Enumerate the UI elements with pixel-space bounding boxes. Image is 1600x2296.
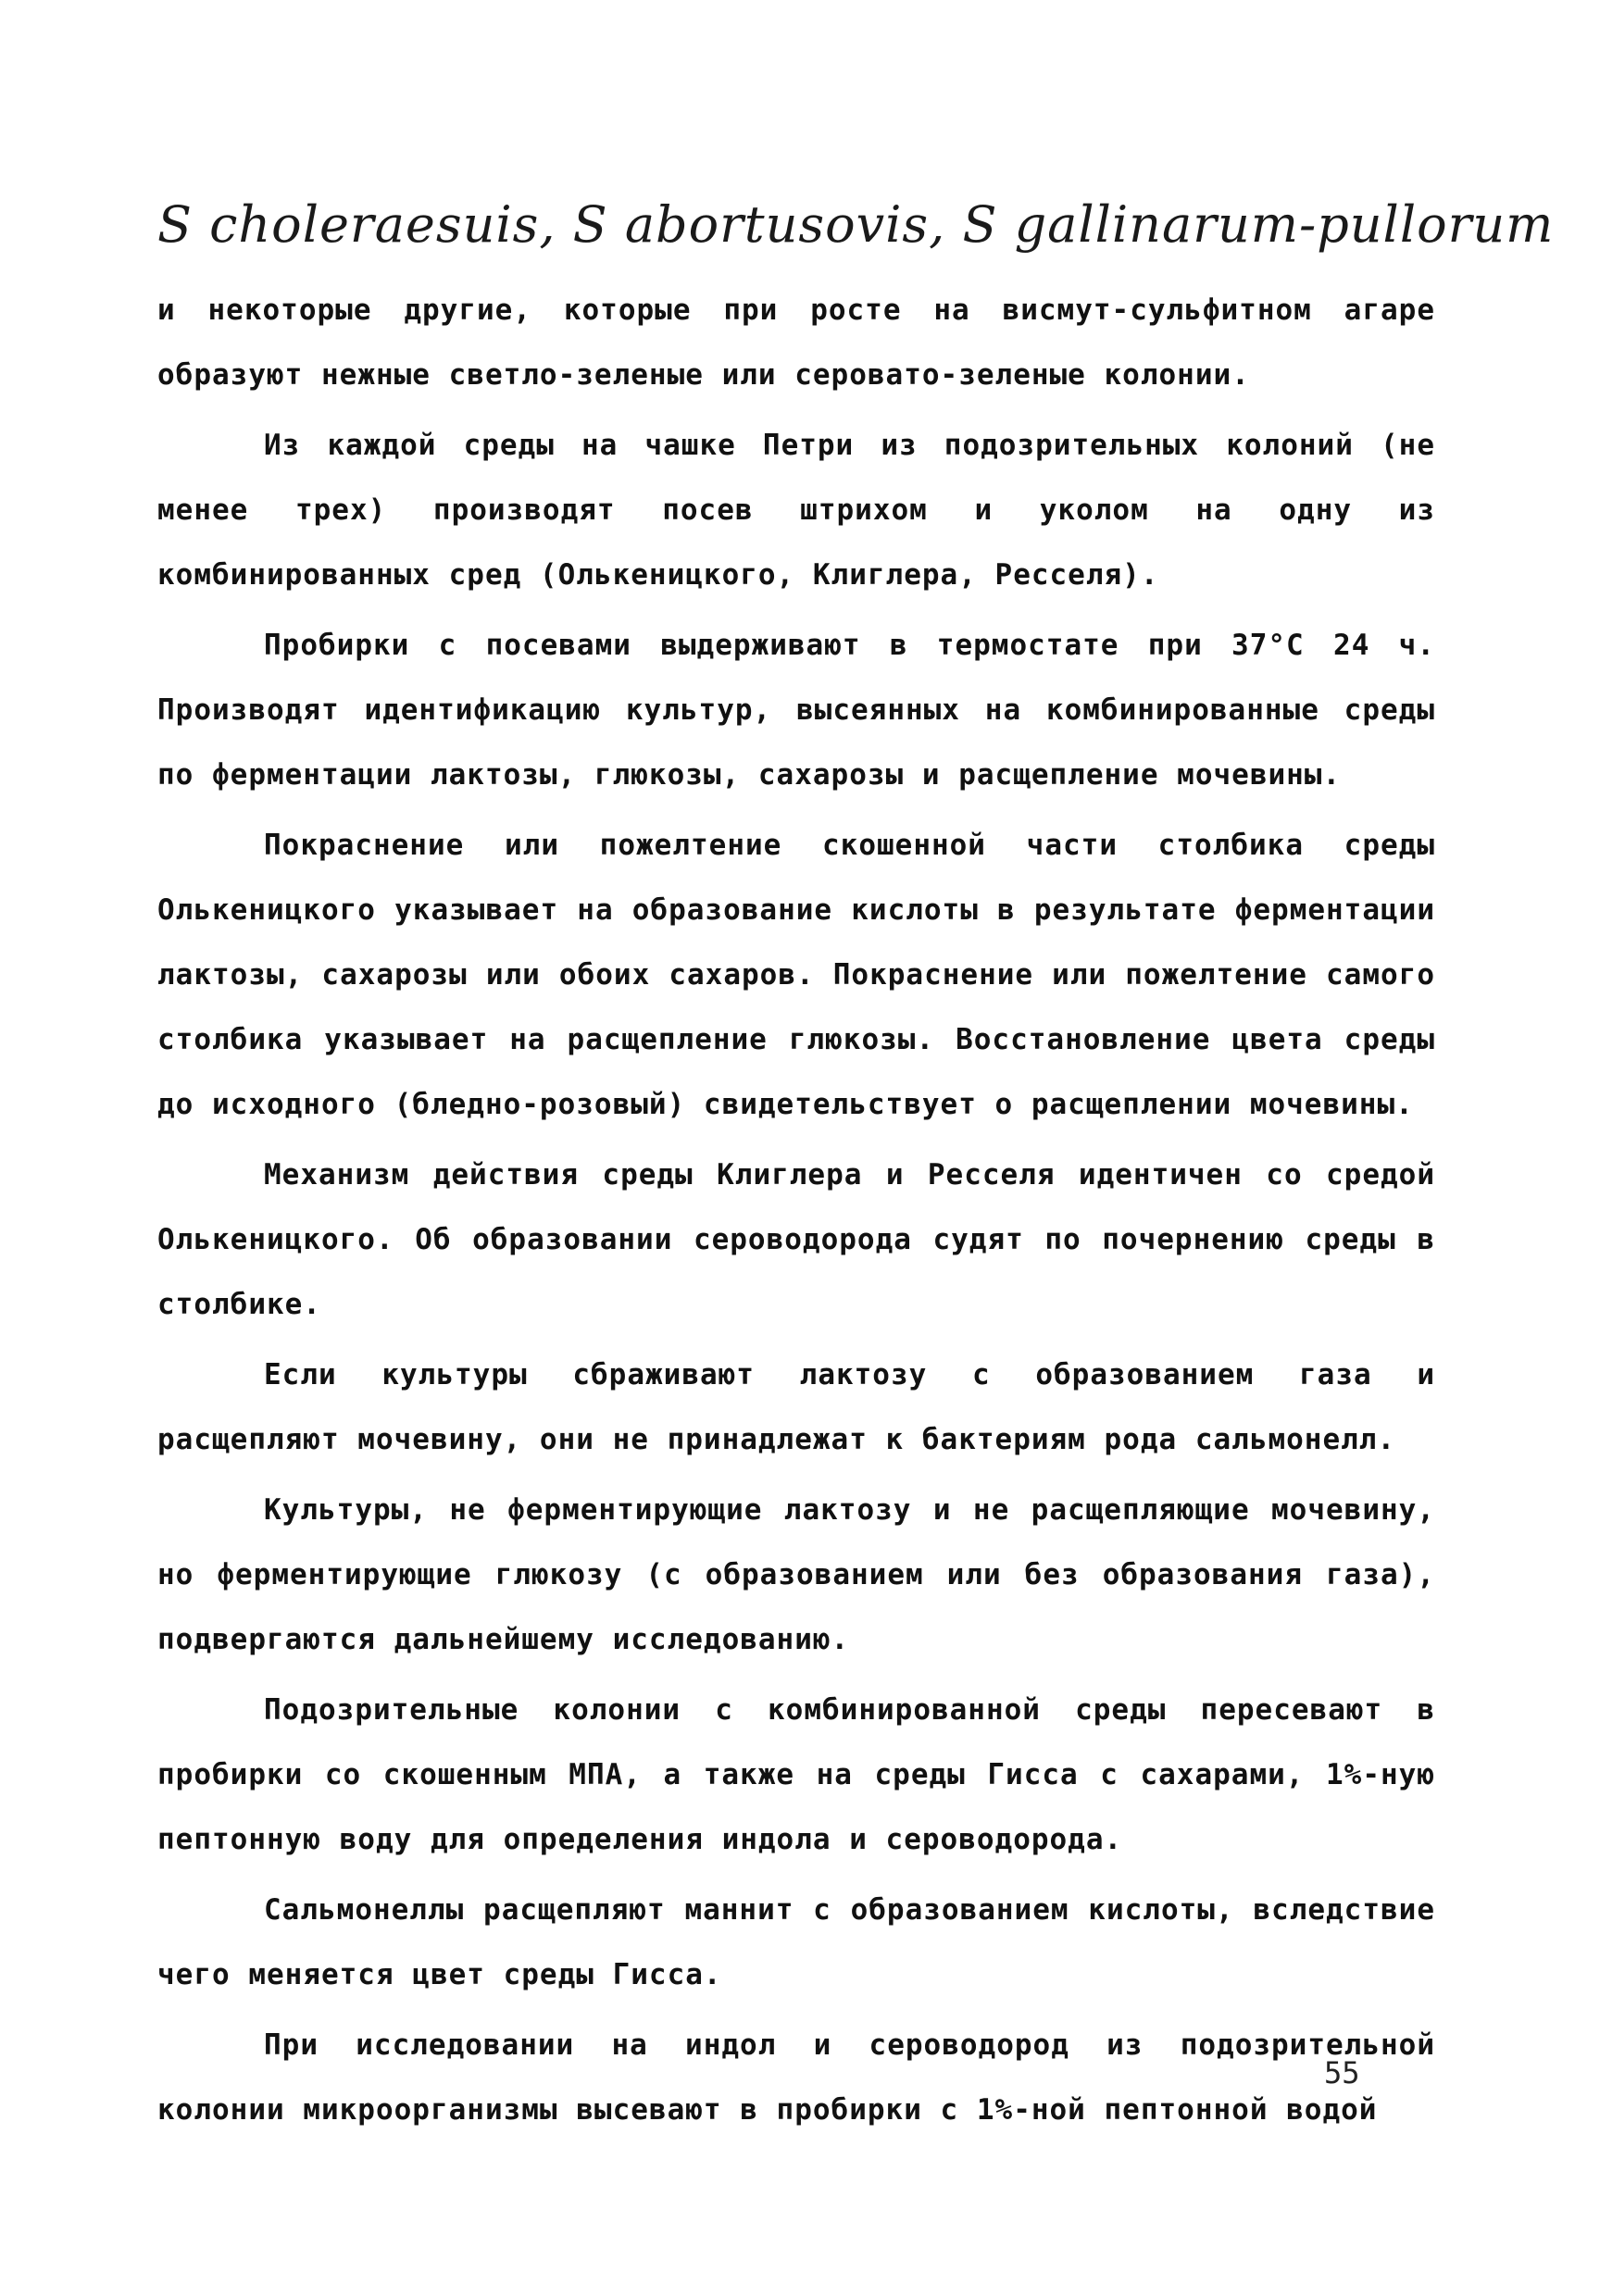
paragraph: Из каждой среды на чашке Петри из подозрительных колоний (не менее трех) производят посев штрихом и уколом на одну из комбинированных сред (Олькеницкого, Клиглера, Ресселя). (157, 429, 1435, 592)
page-number: 55 (1324, 2055, 1360, 2090)
paragraph: Сальмонеллы расщепляют маннит с образованием кислоты, вследствие чего меняется цвет среды Гисса. (157, 1893, 1435, 1991)
body-text (157, 278, 1435, 2148)
paragraph: Если культуры сбраживают лактозу с образованием газа и расщепляют мочевину, они не принадлежат к бактериям рода сальмонелл. (157, 1358, 1435, 1456)
paragraph: Подозрительные колонии с комбинированной среды пересевают в пробирки со скошенным МПА, а также на среды Гисса с сахарами, 1%-ную пептонную воду для определения индола и сероводорода. (157, 1693, 1435, 1856)
paragraph: Покраснение или пожелтение скошенной части столбика среды Олькеницкого указывает на образование кислоты в результате ферментации лактозы, сахарозы или обоих сахаров. Покраснение или пожелтение самого столбика указывает на расщепление глюкозы. Восстановление цвета среды до исходного (бледно-розовый) свидетельствует о расщеплении мочевины. (157, 829, 1435, 1121)
handwritten-species-line: S choleraesuis, S abortusovis, S gallinarum-pullorum (157, 195, 1555, 254)
paragraph: Механизм действия среды Клиглера и Ресселя идентичен со средой Олькеницкого. Об образовании сероводорода судят по почернению среды в столбике. (157, 1158, 1435, 1321)
paragraph: Пробирки с посевами выдерживают в термостате при 37°С 24 ч. Производят идентификацию культур, высеянных на комбинированные среды по ферментации лактозы, глюкозы, сахарозы и расщепление мочевины. (157, 629, 1435, 792)
paragraph: Культуры, не ферментирующие лактозу и не расщепляющие мочевину, но ферментирующие глюкозу (с образованием или без образования газа), подвергаются дальнейшему исследованию. (157, 1493, 1435, 1656)
paragraph-continuation: и некоторые другие, которые при росте на висмут-сульфитном агаре образуют нежные светло-зеленые или серовато-зеленые колонии. (157, 293, 1435, 392)
paragraph: При исследовании на индол и сероводород из подозрительной колонии микроорганизмы высевают в пробирки с 1%-ной пептонной водой (157, 2028, 1435, 2127)
